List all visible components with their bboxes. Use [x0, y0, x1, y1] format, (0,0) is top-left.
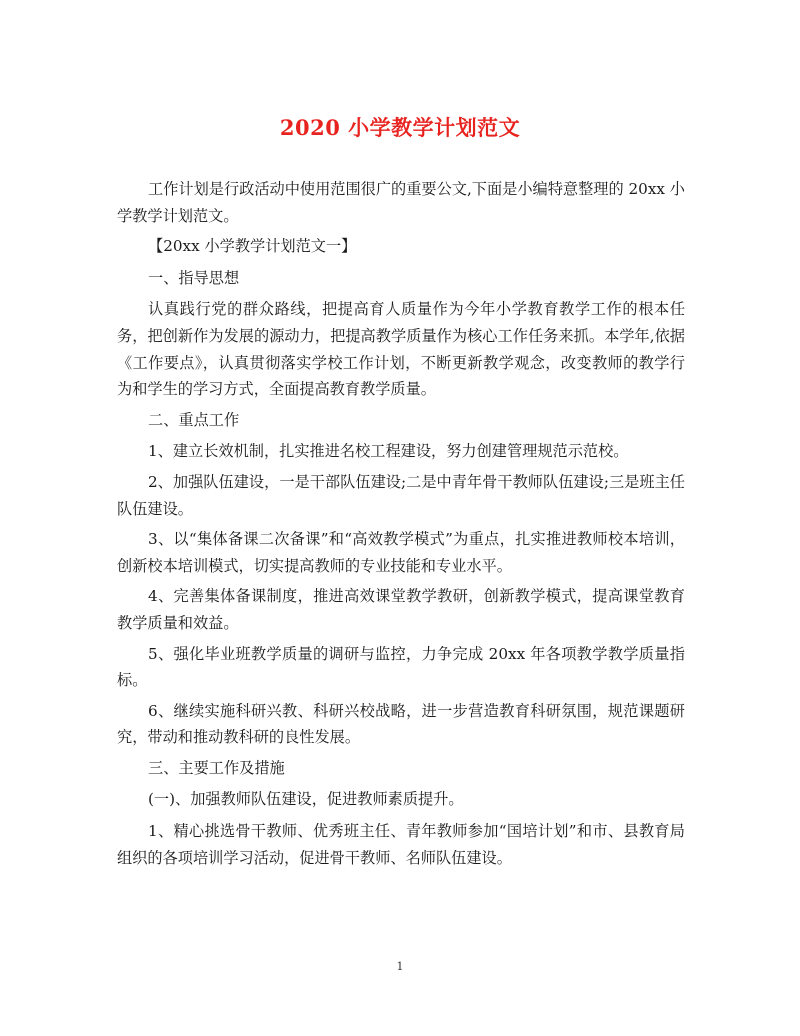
- list-item: 1、精心挑选骨干教师、优秀班主任、青年教师参加“国培计划”和市、县教育局组织的各项培训学习活动，促进骨干教师、名师队伍建设。: [117, 822, 685, 867]
- document-title: 2020 小学教学计划范文: [279, 115, 521, 140]
- intro-paragraph: 工作计划是行政活动中使用范围很广的重要公文,下面是小编特意整理的 20xx 小学教学计划范文。: [117, 180, 685, 225]
- section-heading: 一、指导思想: [148, 268, 240, 287]
- list-item: 3、以“集体备课二次备课”和“高效教学模式”为重点，扎实推进教师校本培训，创新校本培训模式，切实提高教师的专业技能和专业水平。: [117, 530, 685, 575]
- list-item: 6、继续实施科研兴教、科研兴校战略，进一步营造教育科研氛围，规范课题研究，带动和推动教科研的良性发展。: [117, 701, 685, 747]
- section-heading: 二、重点工作: [148, 410, 240, 429]
- list-item: 5、强化毕业班教学质量的调研与监控，力争完成 20xx 年各项教学教学质量指标。: [117, 644, 685, 690]
- body-paragraph: 认真践行党的群众路线，把提高育人质量作为今年小学教育教学工作的根本任务，把创新作为发展的源动力，把提高教学质量作为核心工作任务来抓。本学年,依据《工作要点》，认真贯彻落实学校工作计划，不断更新教学观念，改变教师的教学行为和学生的学习方式，全面提高教育教学质量。: [117, 300, 685, 399]
- section-heading: 三、主要工作及措施: [148, 758, 285, 777]
- list-item: 1、建立长效机制，扎实推进名校工程建设，努力创建管理规范示范校。: [148, 442, 629, 461]
- list-item: 2、加强队伍建设，一是干部队伍建设;二是中青年骨干教师队伍建设;三是班主任队伍建设。: [117, 472, 685, 518]
- document-body: [117, 176, 685, 875]
- section-heading: 【20xx 小学教学计划范文一】: [148, 237, 357, 256]
- page-number: 1: [396, 960, 404, 973]
- subsection-heading: (一)、加强教师队伍建设，促进教师素质提升。: [148, 790, 464, 809]
- list-item: 4、完善集体备课制度，推进高效课堂教学教研，创新教学模式，提高课堂教育教学质量和效益。: [117, 587, 685, 632]
